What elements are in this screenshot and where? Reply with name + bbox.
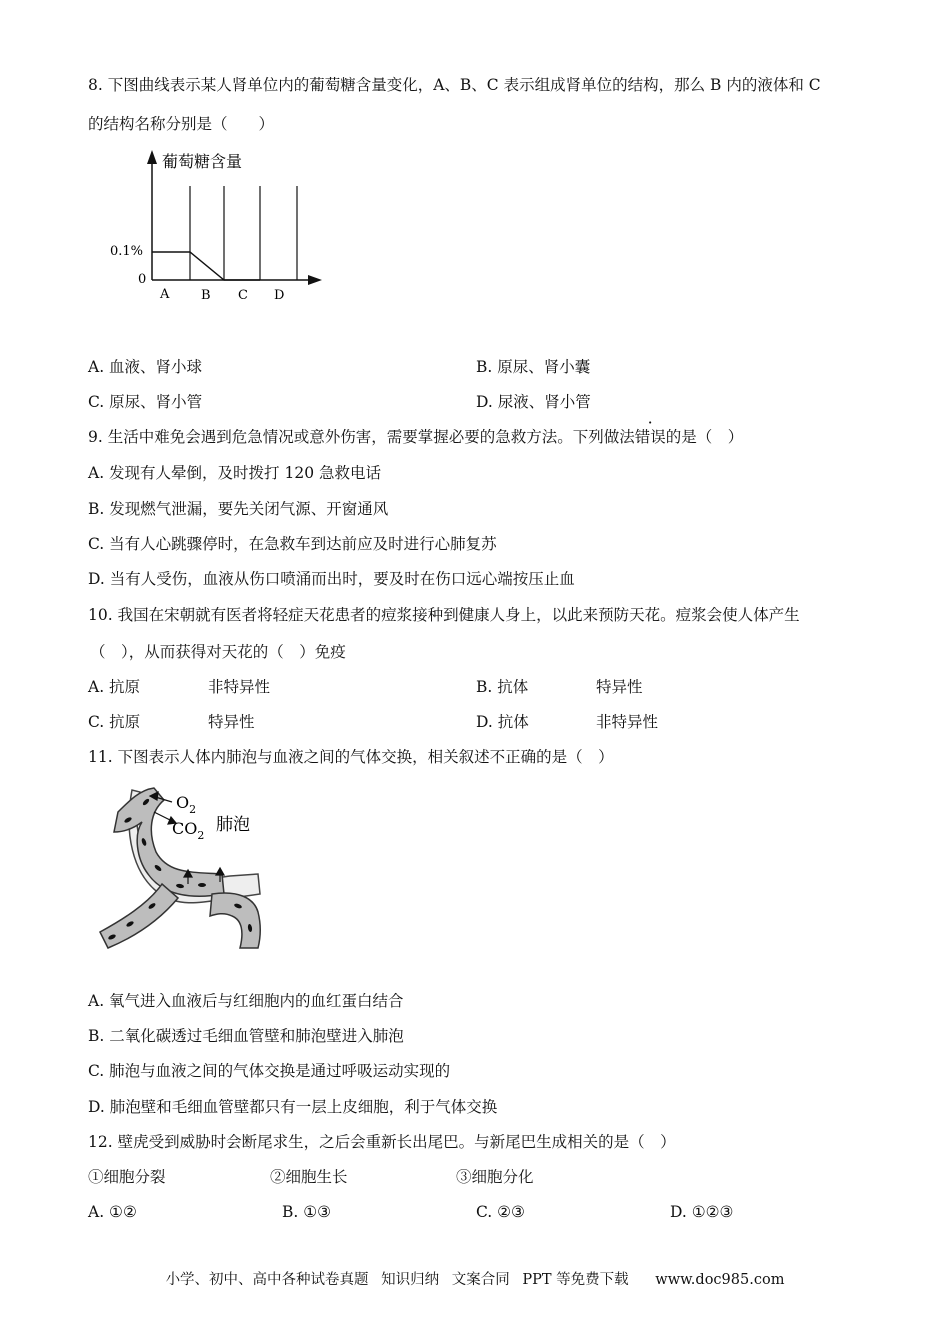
q8-option-b: B. 原尿、肾小囊 <box>476 358 591 376</box>
q12-option-a: A. ①② <box>88 1203 137 1221</box>
chart-xtick-A: A <box>160 287 170 302</box>
svg-text:O2 <box>176 793 196 816</box>
q12-option-c: C. ②③ <box>476 1203 525 1221</box>
co2-subscript: 2 <box>197 829 205 842</box>
q10-option-c <box>88 711 255 733</box>
chart-ytick-0.1: 0.1% <box>110 244 144 259</box>
q10-stem-line2: （ ），从而获得对天花的（ ）免疫 <box>90 643 346 661</box>
footer-part: 文案合同 <box>451 1272 510 1288</box>
q9-option-c: C. 当有人心跳骤停时，在急救车到达前应及时进行心肺复苏 <box>88 535 497 553</box>
q9-option-a: A. 发现有人晕倒，及时拨打 120 急救电话 <box>88 464 381 482</box>
q10-option-d <box>476 711 658 733</box>
q12-stem: 12. 壁虎受到威胁时会断尾求生，之后会重新长出尾巴。与新尾巴生成相关的是（ ） <box>88 1133 676 1151</box>
chart-ylabel: 葡萄糖含量 <box>162 152 243 171</box>
q12-item-3: ③细胞分化 <box>456 1168 534 1186</box>
chart-y-arrow <box>147 150 157 164</box>
q12-option-b: B. ①③ <box>282 1203 332 1221</box>
flow-arrow-head <box>216 868 224 875</box>
q12-item-1: ①细胞分裂 <box>88 1168 166 1186</box>
red-blood-cell <box>198 883 206 887</box>
o2-label: O <box>176 793 190 812</box>
footer-part: 小学、初中、高中各种试卷真题 <box>165 1272 369 1288</box>
chart-ytick-0: 0 <box>138 272 147 287</box>
q10-option-c-letter: C. 抗原 <box>88 713 141 731</box>
q12-item-2: ②细胞生长 <box>270 1168 348 1186</box>
q10-option-b-type: 特异性 <box>596 678 643 696</box>
q12-option-d: D. ①②③ <box>670 1203 734 1221</box>
q10-option-a <box>88 676 270 698</box>
q10-option-d-letter: D. 抗体 <box>476 713 529 731</box>
q9-option-b: B. 发现燃气泄漏，要先关闭气源、开窗通风 <box>88 500 389 518</box>
q8-stem-line2: 的结构名称分别是（ ） <box>88 115 275 133</box>
capillary-lower-right <box>210 893 260 948</box>
q10-option-b-letter: B. 抗体 <box>476 678 529 696</box>
q8-option-d: D. 尿液、肾小管 <box>476 393 591 411</box>
q10-option-b <box>476 676 643 698</box>
footer-part: 知识归纳 <box>381 1272 440 1288</box>
q9-stem-emphasis: 错误 <box>634 428 666 446</box>
q10-stem-line1: 10. 我国在宋朝就有医者将轻症天花患者的痘浆接种到健康人身上，以此来预防天花。痘浆会使人体产生 <box>88 606 800 624</box>
q11-stem: 11. 下图表示人体内肺泡与血液之间的气体交换，相关叙述不正确的是（ ） <box>88 748 614 766</box>
chart-xtick-D: D <box>274 288 285 303</box>
q11-option-c: C. 肺泡与血液之间的气体交换是通过呼吸运动实现的 <box>88 1062 451 1080</box>
q10-option-c-type: 特异性 <box>208 713 255 731</box>
q8-option-a: A. 血液、肾小球 <box>88 358 203 376</box>
glucose-chart <box>100 146 340 316</box>
q9-stem-post: 的是（ ） <box>665 428 744 446</box>
alveolus-diagram <box>92 782 282 958</box>
q9-stem-pre: 9. 生活中难免会遇到危急情况或意外伤害，需要掌握必要的急救方法。下列做法 <box>88 428 635 446</box>
co2-label: CO <box>172 819 198 838</box>
q11-option-a: A. 氧气进入血液后与红细胞内的血红蛋白结合 <box>88 992 404 1010</box>
chart-xtick-C: C <box>238 288 248 303</box>
chart-x-arrow <box>308 275 322 285</box>
footer-part: PPT 等免费下载 <box>522 1272 629 1288</box>
alveolus-label: 肺泡 <box>216 815 250 835</box>
q11-option-b: B. 二氧化碳透过毛细血管壁和肺泡壁进入肺泡 <box>88 1027 404 1045</box>
q10-option-a-letter: A. 抗原 <box>88 678 141 696</box>
q8-stem-line1: 8. 下图曲线表示某人肾单位内的葡萄糖含量变化，A、B、C 表示组成肾单位的结构，那么 B 内的液体和 C <box>88 76 821 94</box>
q11-option-d: D. 肺泡壁和毛细血管壁都只有一层上皮细胞，利于气体交换 <box>88 1098 498 1116</box>
o2-subscript: 2 <box>189 803 197 816</box>
q10-option-d-type: 非特异性 <box>596 713 659 731</box>
q8-option-c: C. 原尿、肾小管 <box>88 393 203 411</box>
chart-xtick-B: B <box>201 288 211 303</box>
q10-option-a-type: 非特异性 <box>208 678 271 696</box>
footer-link[interactable]: www.doc985.com <box>655 1272 785 1288</box>
chart-series-line <box>152 252 260 280</box>
page-footer <box>0 1268 950 1289</box>
q9-stem <box>88 426 743 448</box>
q9-option-d: D. 当有人受伤，血液从伤口喷涌而出时，要及时在伤口远心端按压止血 <box>88 570 575 588</box>
svg-text:CO2 <box>172 819 204 842</box>
